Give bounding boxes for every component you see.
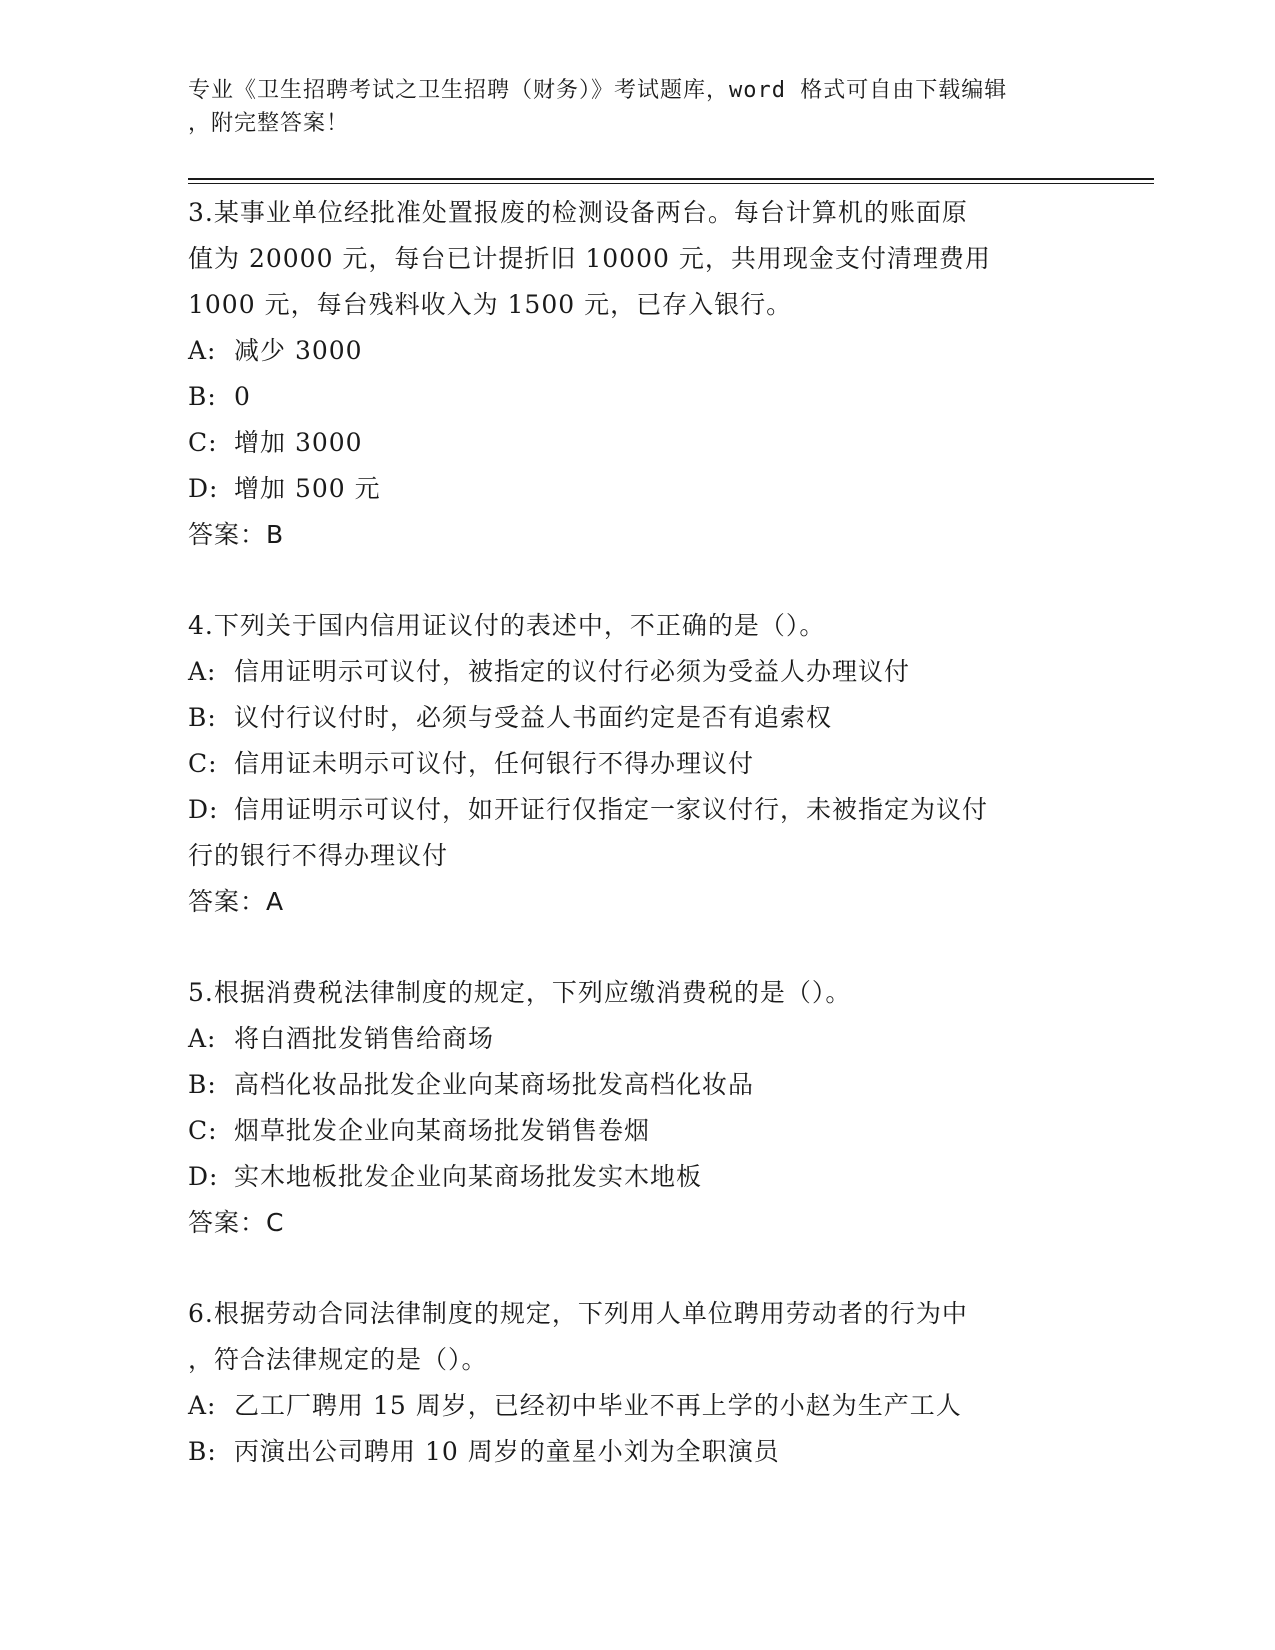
question-stem-line: 值为 20000 元，每台已计提折旧 10000 元，共用现金支付清理费用 [188,244,991,273]
option-text: 增加 500 元 [234,474,381,503]
option-text: 高档化妆品批发企业向某商场批发高档化妆品 [234,1070,755,1099]
question-6 [188,1291,1068,1475]
option-letter: B: [188,1437,217,1466]
option-c [188,420,1068,466]
answer-line: 答案：C [188,1208,285,1237]
question-stem-line: 1000 元，每台残料收入为 1500 元，已存入银行。 [188,290,793,319]
document-header [188,74,1068,140]
option-letter: B: [188,382,217,411]
option-a [188,1016,1068,1062]
header-line-2: ，附完整答案！ [188,111,350,136]
question-stem-line: 4.下列关于国内信用证议付的表述中，不正确的是（）。 [188,611,826,640]
option-letter: A: [188,1024,217,1053]
option-b [188,374,1068,420]
option-text: 信用证未明示可议付，任何银行不得办理议付 [234,749,755,778]
question-list [188,190,1068,1520]
option-text: 0 [234,382,251,411]
option-text: 将白酒批发销售给商场 [234,1024,495,1053]
option-b [188,1429,1068,1475]
option-text: 议付行议付时，必须与受益人书面约定是否有追索权 [234,703,833,732]
option-text: 信用证明示可议付，被指定的议付行必须为受益人办理议付 [234,657,911,686]
header-divider-thick [188,178,1154,180]
option-letter: D: [188,1162,219,1191]
option-text: 乙工厂聘用 15 周岁，已经初中毕业不再上学的小赵为生产工人 [234,1391,962,1420]
option-d [188,787,1068,833]
option-text: 烟草批发企业向某商场批发销售卷烟 [234,1116,651,1145]
option-letter: B: [188,1070,217,1099]
question-3 [188,190,1068,558]
question-4 [188,603,1068,925]
header-divider-thin [188,183,1154,184]
question-stem-line: 5.根据消费税法律制度的规定，下列应缴消费税的是（）。 [188,978,852,1007]
option-letter: D: [188,795,219,824]
option-c [188,1108,1068,1154]
option-b [188,1062,1068,1108]
option-letter: C: [188,749,218,778]
question-stem-line: ，符合法律规定的是（）。 [188,1345,488,1374]
option-letter: A: [188,657,217,686]
option-d [188,1154,1068,1200]
option-text: 增加 3000 [234,428,363,457]
option-letter: A: [188,1391,217,1420]
question-stem-line: 3.某事业单位经批准处置报废的检测设备两台。每台计算机的账面原 [188,198,968,227]
header-line-1: 专业《卫生招聘考试之卫生招聘（财务）》考试题库，word 格式可自由下载编辑 [188,78,1008,103]
option-text: 信用证明示可议付，如开证行仅指定一家议付行，未被指定为议付 [234,795,989,824]
option-text: 减少 3000 [234,336,363,365]
option-b [188,695,1068,741]
option-text: 实木地板批发企业向某商场批发实木地板 [234,1162,703,1191]
option-a [188,649,1068,695]
option-letter: C: [188,428,218,457]
option-letter: C: [188,1116,218,1145]
question-stem-line: 6.根据劳动合同法律制度的规定，下列用人单位聘用劳动者的行为中 [188,1299,968,1328]
option-d [188,466,1068,512]
answer-line: 答案：B [188,520,285,549]
option-letter: D: [188,474,219,503]
option-continuation: 行的银行不得办理议付 [188,841,449,870]
answer-line: 答案：A [188,887,285,916]
option-letter: A: [188,336,217,365]
option-a [188,328,1068,374]
option-text: 丙演出公司聘用 10 周岁的童星小刘为全职演员 [234,1437,780,1466]
option-a [188,1383,1068,1429]
option-c [188,741,1068,787]
option-letter: B: [188,703,217,732]
question-5 [188,970,1068,1246]
